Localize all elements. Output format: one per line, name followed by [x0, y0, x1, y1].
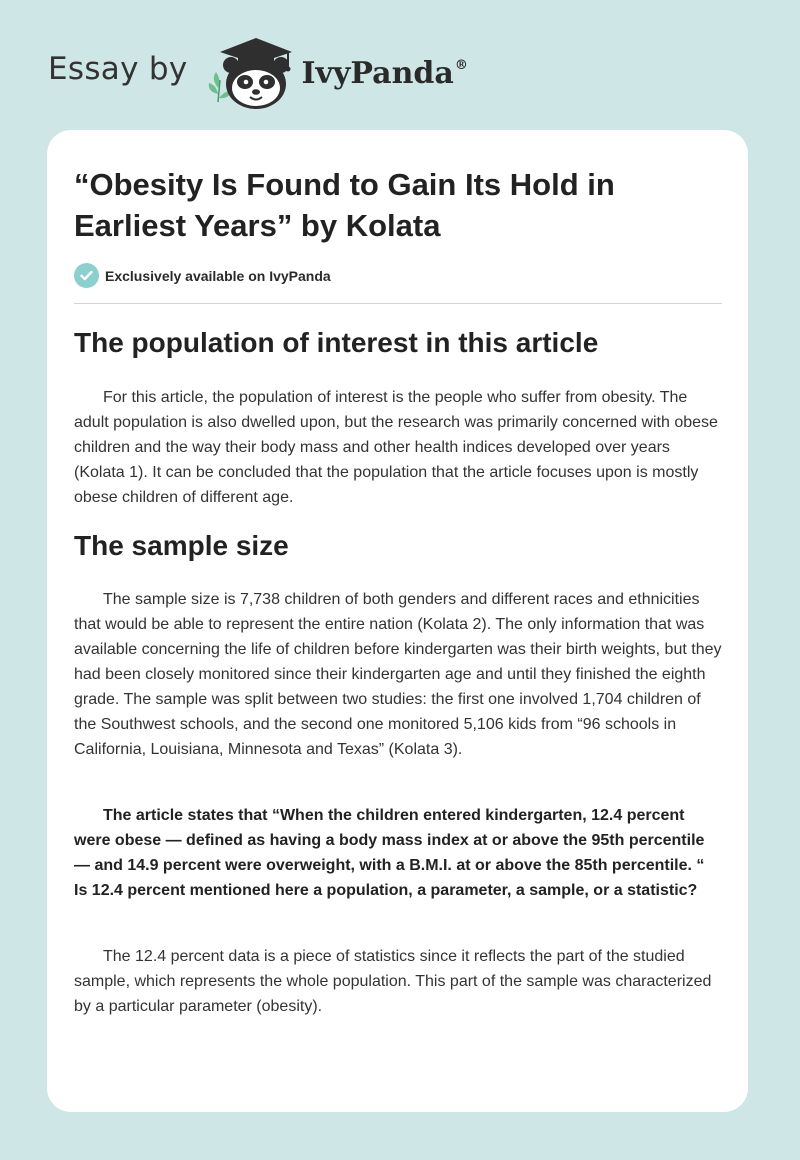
site-header: [48, 32, 468, 112]
essay-by-label: Essay by: [48, 51, 188, 87]
section-heading-population: The population of interest in this article: [74, 327, 599, 358]
exclusive-badge: [74, 263, 331, 288]
section-heading-sample-size: The sample size: [74, 530, 289, 561]
brand-name: [302, 56, 468, 91]
check-circle-icon: [74, 263, 99, 288]
brand-name-text: IvyPanda: [301, 55, 454, 91]
title-divider: [74, 303, 722, 304]
panda-graduate-icon: [204, 32, 300, 112]
section-paragraph-sample-size: The sample size is 7,738 children of both genders and different races and ethnicities that would be able to represent the entire nation (Kolata 2). The only information that was available concerning the life of children before kindergarten was their birth weights, but they had been closely monitored since their kindergarten age and until they finished the eighth grade. The sample was split between two studies: the first one involved 1,704 children of the Southwest schools, and the second one monitored 5,106 kids from “96 schools in California, Louisiana, Minnesota and Texas” (Kolata 3).: [74, 591, 722, 758]
section-paragraph-population: For this article, the population of interest is the people who suffer from obesity. The adult population is also dwelled upon, but the research was primarily concerned with obese children and the way their body mass and other health indices developed over years (Kolata 1). It can be concluded that the population that the article focuses upon is mostly obese children of different age.: [74, 389, 718, 506]
exclusive-label: Exclusively available on IvyPanda: [105, 267, 331, 284]
essay-title: “Obesity Is Found to Gain Its Hold in Earliest Years” by Kolata: [74, 167, 615, 243]
question-paragraph: The article states that “When the children entered kindergarten, 12.4 percent were obese — defined as having a body mass index at or above the 95th percentile — and 14.9 percent were overweight, with a B.M.I. at or above the 85th percentile. “ Is 12.4 percent mentioned here a population, a parameter, a sample, or a statistic?: [74, 807, 705, 899]
registered-mark: ®: [454, 57, 468, 73]
essay-card: [47, 130, 748, 1112]
answer-paragraph: The 12.4 percent data is a piece of statistics since it reflects the part of the studied sample, which represents the whole population. This part of the sample was characterized by a particular parameter (obesity).: [74, 948, 712, 1015]
